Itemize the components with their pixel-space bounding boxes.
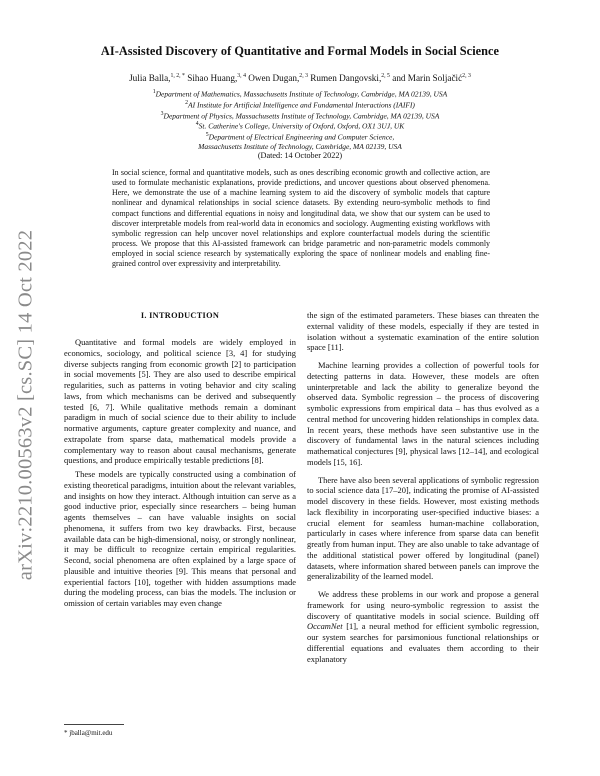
author: Julia Balla,$^{1, 2, *}$ <box>129 73 185 84</box>
affiliation: $^1$Department of Mathematics, Massachusetts Institute of Technology, Cambridge, MA 02139, USA <box>152 89 448 99</box>
paragraph: Quantitative and formal models are widely employed in economics, sociology, and political science [3, 4] for studying diverse subjects ranging from economic growth [2] to participation in social movements [5]. They are also used to describe empirical regularities, such as patterns in voting behavior and city scaling laws, from which mechanisms can be derived and subsequently tested [6, 7]. While qualitative methods remain a dominant paradigm in much of social science due to their ability to include normative arguments, capture greater complexity and nuance, and extrapolate from sparse data, mathematical models provide a complementary way to reason about causal mechanisms, generate questions, and produce empirically testable predictions [8]. <box>64 337 296 466</box>
paragraph: We address these problems in our work and propose a general framework for using neuro-symbolic regression to assist the discovery of quantitative models in social science. Building off OccamNet [1], a neural method for efficient symbolic regression, our system searches for parsimonious functional relationships or differential equations and evaluates them according to their explanatory <box>307 589 539 664</box>
affiliation: $^5$Department of Electrical Engineering and Computer Science, <box>205 132 395 142</box>
affiliation: Massachusetts Institute of Technology, Cambridge, MA 02139, USA <box>198 141 402 151</box>
abstract: In social science, formal and quantitative models, such as ones describing economic growth and collective action, are used to formulate mechanistic explanations, provide predictions, and uncover questions about observed phenomena. Here, we demonstrate the use of a machine learning system to aid the discovery of symbolic models that capture nonlinear and dynamical relationships in social science datasets. By extending neuro-symbolic methods to find compact functions and differential equations in noisy and longitudinal data, we show that our system can be used to discover interpretable models from real-world data in economics and sociology. Augmenting existing workflows with symbolic regression can help uncover novel relationships and explore counterfactual models during the scientific process. We propose that this AI-assisted framework can bridge parametric and non-parametric models commonly employed in social science research by systematically exploring the space of nonlinear models and enabling fine-grained control over expressivity and interpretability. <box>112 168 490 269</box>
affiliation: $^4$St. Catherine's College, University of Oxford, Oxford, OX1 3UJ, UK <box>195 121 405 131</box>
author-list <box>60 73 540 83</box>
arxiv-stamp <box>6 190 46 620</box>
arxiv-stamp-text: arXiv:2210.00563v2 [cs.SC] 14 Oct 2022 <box>14 229 37 581</box>
affiliation: $^2$AI Institute for Artificial Intelligence and Fundamental Interactions (IAIFI) <box>185 99 415 110</box>
section-heading-introduction: I. INTRODUCTION <box>140 311 220 320</box>
date-line: (Dated: 14 October 2022) <box>257 151 343 160</box>
paragraph: These models are typically constructed using a combination of existing theoretical paradigms, intuition about the relevant variables, and insights on how they interact. Although intuition can serve as a good inductive prior, especially since researchers – being human agents themselves – can have valuable insights on social phenomena, it suffers from two key drawbacks. First, because available data can be high-dimensional, noisy, or strongly nonlinear, it may be difficult to recognize certain empirical regularities. Second, social phenomena are often explained by a large space of plausible and intuitive theories [9]. This means that personal and experiential factors [10], together with hidden assumptions made during the modeling process, can bias the models. The inclusion or omission of certain variables may even change <box>64 469 296 608</box>
paper-title: AI-Assisted Discovery of Quantitative and Formal Models in Social Science <box>100 44 500 58</box>
affiliation: $^3$Department of Physics, Massachusetts Institute of Technology, Cambridge, MA 02139, USA <box>160 110 440 121</box>
footnote-rule <box>64 724 124 725</box>
paragraph: the sign of the estimated parameters. These biases can threaten the external validity of these models, especially if they are tested in isolation without a systematic examination of the entire solution space [11]. <box>307 310 539 353</box>
affiliations <box>60 88 540 151</box>
occamnet-emphasis: OccamNet <box>307 621 343 632</box>
paragraph: Machine learning provides a collection of powerful tools for detecting patterns in data. However, these models are often uninterpretable and lack the ability to generalize beyond the observed data. Symbolic regression – the process of discovering symbolic expressions from empirical data – has thus evolved as a central method for uncovering hidden relationships in complex data. In recent years, these methods have seen substantive use in the discovery of fundamental laws in the natural sciences including mathematical conjectures [9], physical laws [12–14], and ecological models [15, 16]. <box>307 360 539 467</box>
author: Rumen Dangovski,$^{2, 5}$ <box>310 73 390 84</box>
left-column <box>64 337 296 609</box>
right-column <box>307 310 539 664</box>
paragraph: There have also been several applications of symbolic regression to social science data [17–20], indicating the promise of AI-assisted model discovery in these fields. However, most existing methods lack flexibility in incorporating user-specified inductive biases: a crucial element for seamless human-machine collaboration, particularly in cases where inference from sparse data can benefit greatly from human input. They are also unable to take advantage of the additional statistical power offered by longitudinal (panel) datasets, where information shared between panels can improve the generalizability of the learned model. <box>307 474 539 582</box>
author: Sihao Huang,$^{3, 4}$ <box>187 73 246 84</box>
footnote: * jballa@mit.edu <box>64 729 113 737</box>
author: Owen Dugan,$^{2, 3}$ <box>248 73 308 84</box>
author: and Marin Soljačić$^{2, 3}$ <box>392 73 471 84</box>
